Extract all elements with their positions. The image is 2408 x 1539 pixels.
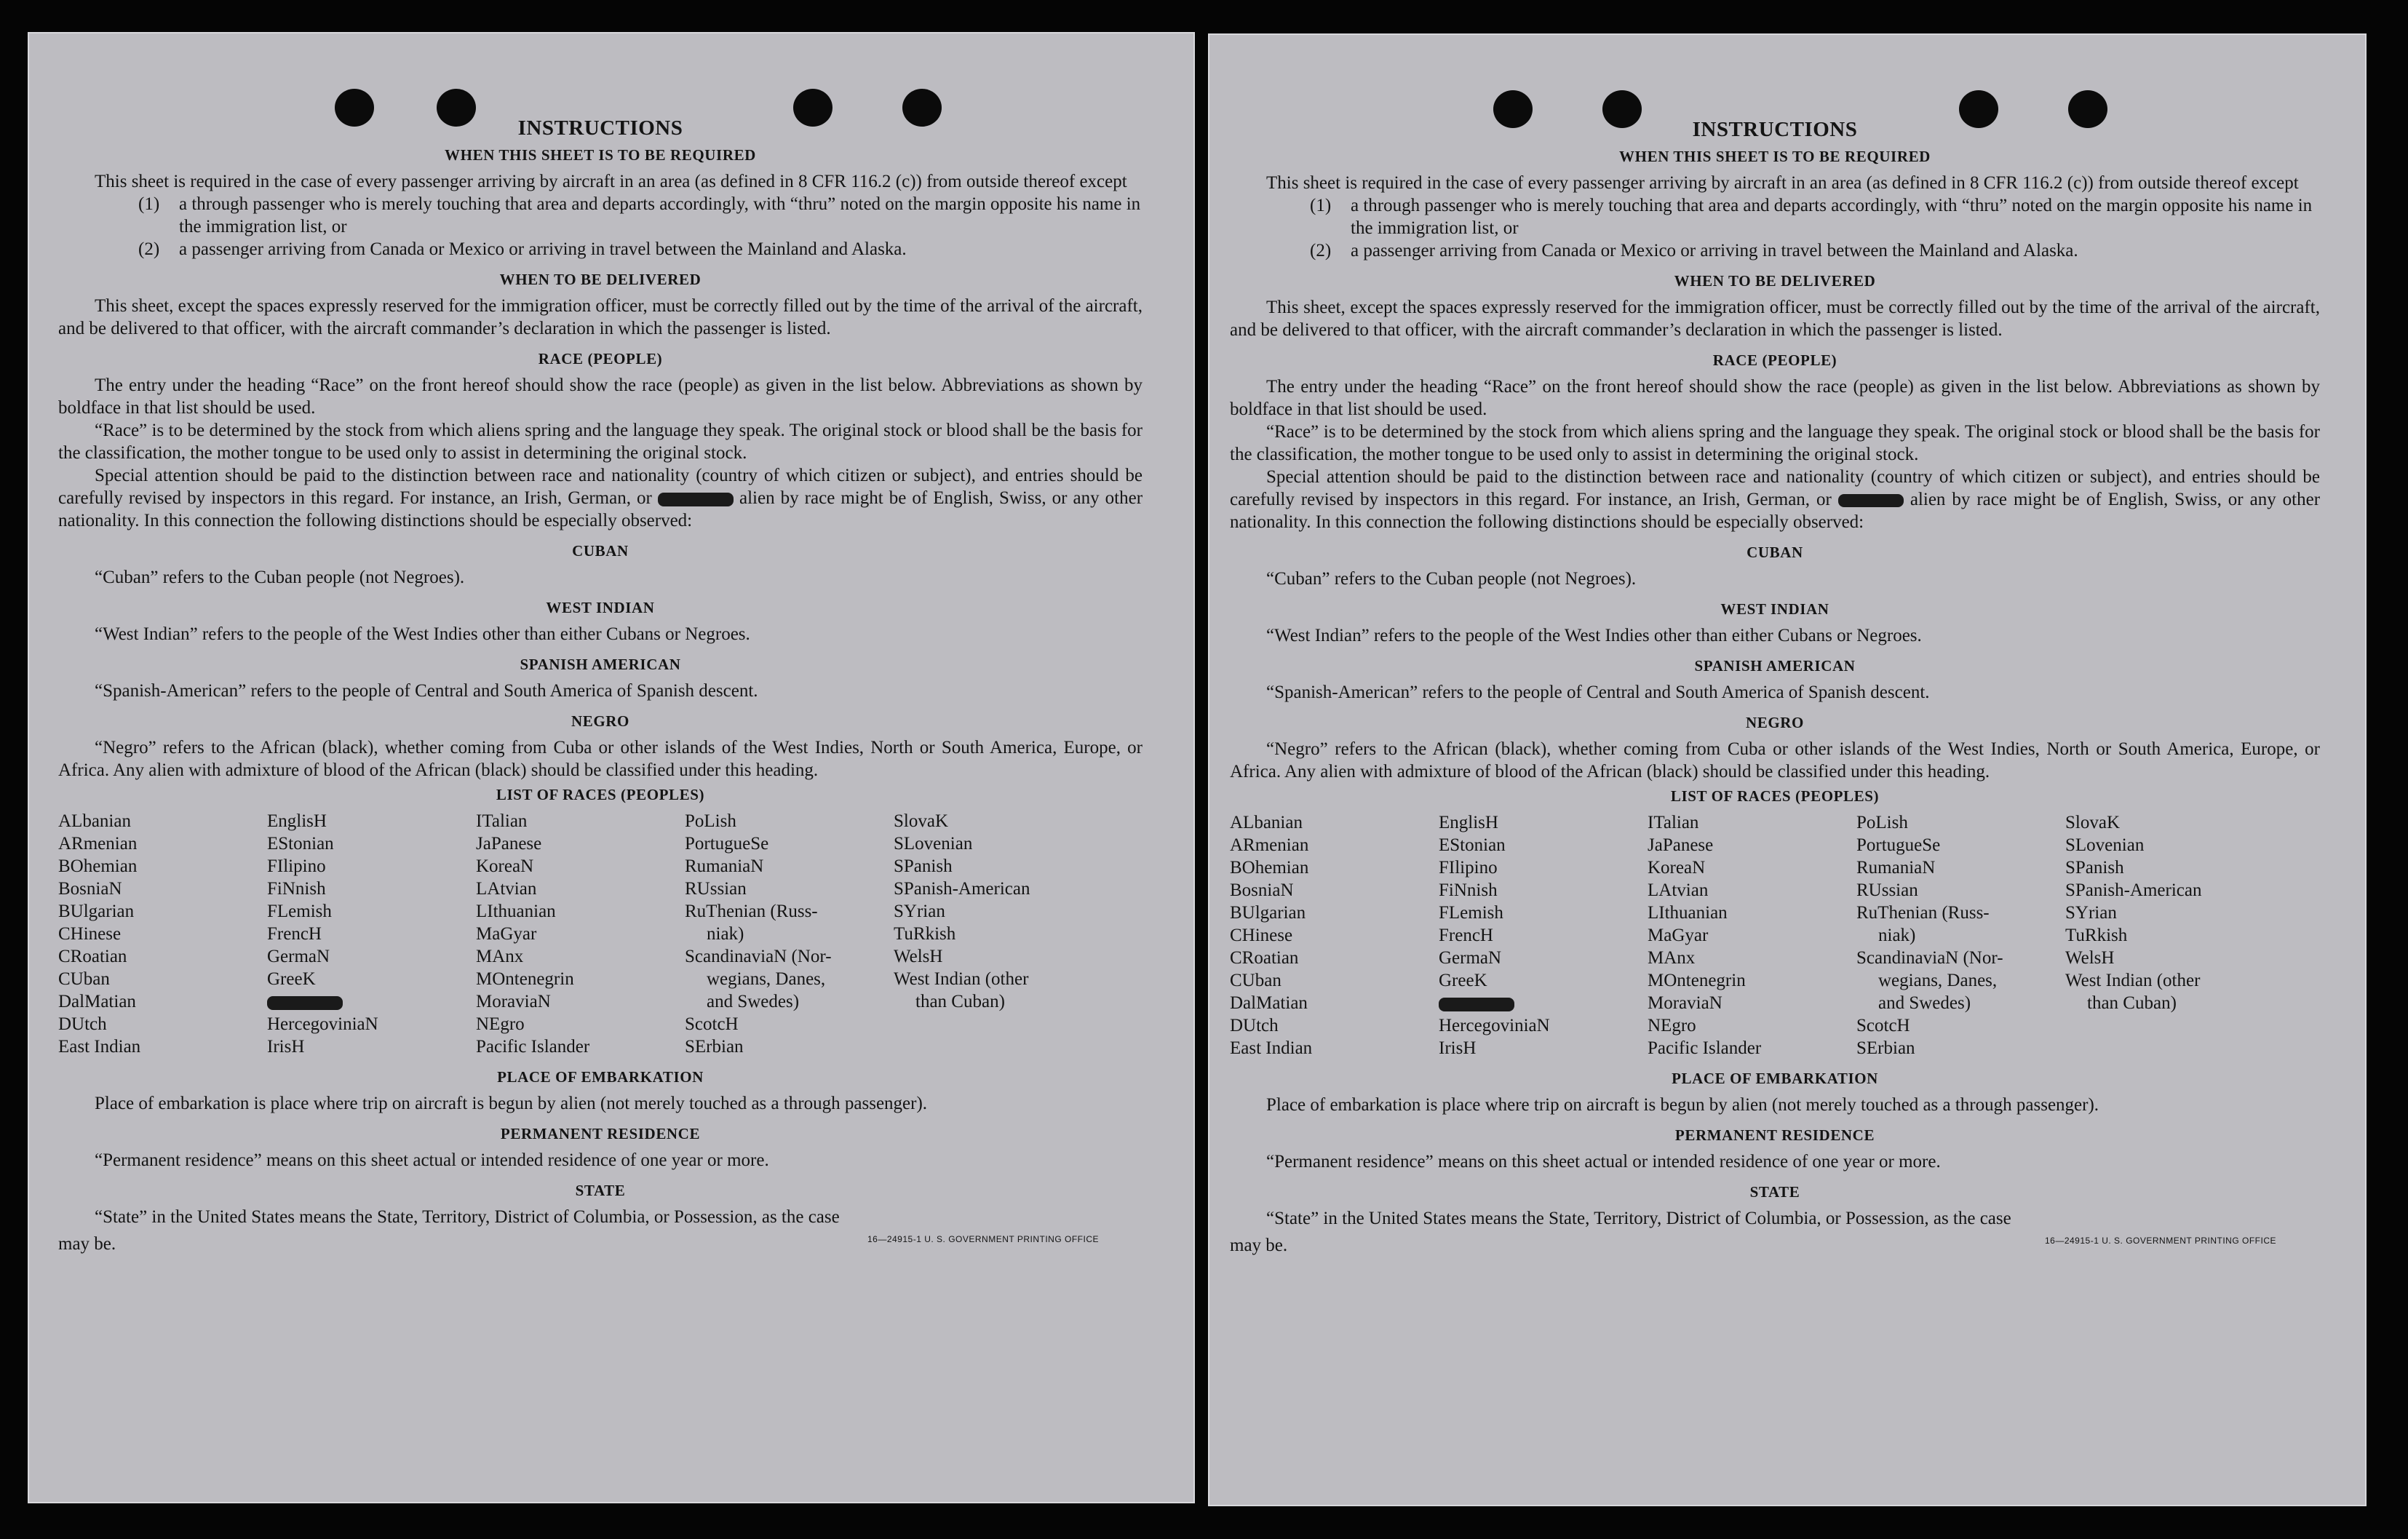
instruction-sheet-right <box>1208 33 2367 1506</box>
race-entry: and Swedes) <box>1878 993 1971 1013</box>
race-entry: CHinese <box>1230 926 1293 945</box>
race-entry: TuRkish <box>2065 926 2128 945</box>
race-entry: MAnx <box>1648 948 1696 968</box>
race-entry: BOhemian <box>1230 858 1309 878</box>
race-entry: ScotcH <box>1856 1016 1910 1035</box>
exception-number: (2) <box>1310 241 1332 261</box>
heading-embarkation: PLACE OF EMBARKATION <box>1672 1070 1878 1087</box>
race-entry: NEgro <box>476 1014 525 1034</box>
race-entry: SlovaK <box>2065 813 2120 832</box>
delivered-text: This sheet, except the spaces expressly reserved for the immigration officer, must be correctly filled out by the time of the arrival of the aircraft, and be delivered to that officer, with the aircraft commander’s declaration in which the passenger is listed. <box>1230 298 2320 340</box>
heading-embarkation: PLACE OF EMBARKATION <box>497 1068 704 1086</box>
race-entry: FLemish <box>267 902 332 921</box>
heading-when-required: WHEN THIS SHEET IS TO BE REQUIRED <box>445 146 756 164</box>
heading-west-indian: WEST INDIAN <box>1720 600 1829 618</box>
race-entry: FrencH <box>267 924 322 944</box>
race-entry: BosniaN <box>58 879 122 899</box>
race-entry: SPanish-American <box>2065 880 2202 900</box>
heading-permanent-residence: PERMANENT RESIDENCE <box>500 1125 701 1142</box>
required-text: This sheet is required in the case of every passenger arriving by aircraft in an area (as defined in 8 CFR 116.2 (c)) from outside thereof except <box>95 172 1127 191</box>
race-entry: West Indian (other <box>894 969 1029 989</box>
printing-office-footnote: 16—24915-1 U. S. GOVERNMENT PRINTING OFFICE <box>867 1234 1099 1244</box>
race-entry: LIthuanian <box>476 902 556 921</box>
race-entry: CRoatian <box>58 947 127 966</box>
negro-text: “Negro” refers to the African (black), whether coming from Cuba or other islands of the West Indies, North or South America, Europe, or Africa. Any alien with admixture of blood of the African (black) should be classified under this heading. <box>1230 739 2320 782</box>
redaction-mark <box>658 493 734 506</box>
race-entry: EnglisH <box>1439 813 1498 832</box>
sheet-content <box>1230 86 2320 1257</box>
race-entry: EnglisH <box>267 811 327 831</box>
race-entry: MoraviaN <box>476 992 551 1011</box>
races-column-3 <box>1648 811 1856 1059</box>
race-entry: SlovaK <box>894 811 948 831</box>
race-entry: Pacific Islander <box>1648 1038 1762 1058</box>
race-entry: MAnx <box>476 947 524 966</box>
race-entry: MoraviaN <box>1648 993 1722 1013</box>
race-entry: PoLish <box>685 811 736 831</box>
race-entry: FIlipino <box>1439 858 1498 878</box>
race-entry: HercegoviniaN <box>1439 1016 1550 1035</box>
race-entry: East Indian <box>1230 1038 1313 1058</box>
heading-race: RACE (PEOPLE) <box>538 350 663 367</box>
race-entry: wegians, Danes, <box>1878 971 1998 990</box>
spanish-american-text: “Spanish-American” refers to the people of Central and South America of Spanish descent. <box>95 681 758 701</box>
race-entry: BosniaN <box>1230 880 1294 900</box>
race-entry: MaGyar <box>1648 926 1709 945</box>
race-entry: HercegoviniaN <box>267 1014 378 1034</box>
race-entry: MOntenegrin <box>476 969 574 989</box>
race-entry: BUlgarian <box>1230 903 1306 923</box>
race-entry: wegians, Danes, <box>707 969 826 989</box>
heading-spanish-american: SPANISH AMERICAN <box>1694 657 1856 675</box>
exception-text: a passenger arriving from Canada or Mexico or arriving in travel between the Mainland and Alaska. <box>179 239 907 259</box>
race-entry: ScandinaviaN (Nor- <box>1856 948 2003 968</box>
race-entry: CHinese <box>58 924 122 944</box>
sheet-title: INSTRUCTIONS <box>1692 118 1858 141</box>
races-column-4 <box>1856 811 2065 1059</box>
heading-when-delivered: WHEN TO BE DELIVERED <box>499 271 702 288</box>
race-entry: GermaN <box>267 947 330 966</box>
races-column-5 <box>2065 811 2276 1059</box>
race-paragraph-3 <box>58 464 1143 532</box>
exception-item-1 <box>1310 194 2320 239</box>
race-entry: FrencH <box>1439 926 1493 945</box>
sheet-title: INSTRUCTIONS <box>517 116 683 140</box>
heading-list-of-races: LIST OF RACES (PEOPLES) <box>1670 787 1880 805</box>
race-entry: niak) <box>707 924 744 944</box>
race-entry: IrisH <box>267 1037 305 1057</box>
race-entry: MOntenegrin <box>1648 971 1746 990</box>
race-entry: GreeK <box>1439 971 1487 990</box>
race-entry: DUtch <box>1230 1016 1279 1035</box>
heading-state: STATE <box>1749 1183 1800 1201</box>
race-entry: MaGyar <box>476 924 537 944</box>
redaction-mark <box>267 996 343 1010</box>
heading-list-of-races: LIST OF RACES (PEOPLES) <box>496 786 705 803</box>
race-paragraph-3a: Special attention should be paid to the distinction between race and nationality (country of which citizen or subject), and entries should be carefully revised by inspectors in this regard. For instance, an Irish, German, or <box>58 466 1143 508</box>
races-column-1 <box>58 810 267 1058</box>
race-entry: PortugueSe <box>685 834 769 854</box>
spanish-american-text: “Spanish-American” refers to the people of Central and South America of Spanish descent. <box>1266 683 1930 702</box>
residence-text: “Permanent residence” means on this sheet actual or intended residence of one year or more. <box>95 1150 769 1170</box>
heading-negro: NEGRO <box>1745 714 1804 731</box>
race-entry: West Indian (other <box>2065 971 2201 990</box>
races-list <box>1230 811 2320 1059</box>
exception-text: a passenger arriving from Canada or Mexico or arriving in travel between the Mainland and Alaska. <box>1351 241 2078 261</box>
race-entry: GermaN <box>1439 948 1502 968</box>
races-column-3 <box>476 810 685 1058</box>
race-entry: GreeK <box>267 969 316 989</box>
required-text: This sheet is required in the case of every passenger arriving by aircraft in an area (as defined in 8 CFR 116.2 (c)) from outside thereof except <box>1266 173 2299 193</box>
race-entry: CUban <box>1230 971 1282 990</box>
heading-state: STATE <box>575 1182 626 1199</box>
exception-item-1 <box>138 193 1143 238</box>
heading-race: RACE (PEOPLE) <box>1712 351 1837 369</box>
race-entry: ITalian <box>476 811 528 831</box>
race-entry: JaPanese <box>476 834 542 854</box>
race-entry: JaPanese <box>1648 835 1714 855</box>
race-entry: TuRkish <box>894 924 956 944</box>
race-entry <box>1439 992 1648 1014</box>
heading-west-indian: WEST INDIAN <box>546 599 655 616</box>
heading-cuban: CUBAN <box>572 542 629 560</box>
race-entry: SYrian <box>2065 903 2117 923</box>
race-entry: Pacific Islander <box>476 1037 590 1057</box>
exception-item-2 <box>138 238 1143 261</box>
race-entry: LAtvian <box>1648 880 1709 900</box>
race-entry: ScandinaviaN (Nor- <box>685 947 832 966</box>
race-entry: than Cuban) <box>915 992 1005 1011</box>
race-entry: BOhemian <box>58 856 138 876</box>
race-entry: than Cuban) <box>2087 993 2177 1013</box>
race-paragraph-2: “Race” is to be determined by the stock from which aliens spring and the language they speak. The original stock or blood shall be the basis for the classification, the mother tongue to be used only to assist in determining the original stock. <box>1230 422 2320 464</box>
exception-text: a through passenger who is merely touching that area and departs accordingly, with “thru” noted on the margin opposite his name in the immigration list, or <box>179 194 1141 236</box>
heading-when-delivered: WHEN TO BE DELIVERED <box>1674 272 1876 290</box>
heading-spanish-american: SPANISH AMERICAN <box>520 656 681 673</box>
race-paragraph-2: “Race” is to be determined by the stock from which aliens spring and the language they speak. The original stock or blood shall be the basis for the classification, the mother tongue to be used only to assist in determining the original stock. <box>58 421 1143 463</box>
delivered-text: This sheet, except the spaces expressly reserved for the immigration officer, must be correctly filled out by the time of the arrival of the aircraft, and be delivered to that officer, with the aircraft commander’s declaration in which the passenger is listed. <box>58 296 1143 338</box>
race-entry: DalMatian <box>58 992 136 1011</box>
race-entry: niak) <box>1878 926 1916 945</box>
negro-text: “Negro” refers to the African (black), whether coming from Cuba or other islands of the West Indies, North or South America, Europe, or Africa. Any alien with admixture of blood of the African (black) should be classified under this heading. <box>58 738 1143 780</box>
state-text-end: may be. <box>1230 1236 1288 1255</box>
race-entry: ScotcH <box>685 1014 739 1034</box>
state-text-end: may be. <box>58 1234 116 1254</box>
race-entry: LAtvian <box>476 879 537 899</box>
printing-office-footnote: 16—24915-1 U. S. GOVERNMENT PRINTING OFFICE <box>2044 1236 2276 1246</box>
race-entry: NEgro <box>1648 1016 1696 1035</box>
race-entry: BUlgarian <box>58 902 135 921</box>
exception-item-2 <box>1310 239 2320 262</box>
redaction-mark <box>1439 998 1514 1011</box>
exception-number: (1) <box>138 194 160 214</box>
west-indian-text: “West Indian” refers to the people of the West Indies other than either Cubans or Negroes. <box>1266 626 1922 645</box>
heading-negro: NEGRO <box>571 712 629 730</box>
heading-when-required: WHEN THIS SHEET IS TO BE REQUIRED <box>1619 148 1931 165</box>
race-entry: DUtch <box>58 1014 107 1034</box>
race-paragraph-3 <box>1230 466 2320 533</box>
races-column-4 <box>685 810 894 1058</box>
race-entry: FiNnish <box>267 879 326 899</box>
instruction-sheet-left <box>28 32 1195 1503</box>
race-entry: CRoatian <box>1230 948 1299 968</box>
race-entry: DalMatian <box>1230 993 1308 1013</box>
state-text: “State” in the United States means the State, Territory, District of Columbia, or Possession, as the case <box>95 1207 840 1227</box>
race-entry: ITalian <box>1648 813 1699 832</box>
race-entry: SErbian <box>685 1037 744 1057</box>
race-entry: RumaniaN <box>1856 858 1936 878</box>
cuban-text: “Cuban” refers to the Cuban people (not Negroes). <box>95 568 465 587</box>
exception-text: a through passenger who is merely touching that area and departs accordingly, with “thru” noted on the margin opposite his name in the immigration list, or <box>1351 196 2313 238</box>
race-entry: RuThenian (Russ- <box>1856 903 1990 923</box>
race-entry: PoLish <box>1856 813 1908 832</box>
race-entry: IrisH <box>1439 1038 1477 1058</box>
redaction-mark <box>1838 494 1904 507</box>
race-entry: SLovenian <box>2065 835 2145 855</box>
race-entry: FiNnish <box>1439 880 1498 900</box>
races-column-2 <box>1439 811 1648 1059</box>
heading-cuban: CUBAN <box>1747 544 1803 561</box>
exception-number: (1) <box>1310 196 1332 215</box>
race-entry: ALbanian <box>1230 813 1303 832</box>
race-entry: SPanish-American <box>894 879 1030 899</box>
sheet-footer <box>58 1228 1143 1255</box>
race-entry: SErbian <box>1856 1038 1915 1058</box>
race-entry: FLemish <box>1439 903 1503 923</box>
race-entry: CUban <box>58 969 110 989</box>
races-column-5 <box>894 810 1105 1058</box>
sheet-content <box>58 84 1143 1255</box>
west-indian-text: “West Indian” refers to the people of the West Indies other than either Cubans or Negroes. <box>95 624 750 644</box>
race-entry: SPanish <box>894 856 953 876</box>
race-entry: RUssian <box>685 879 747 899</box>
race-entry: RumaniaN <box>685 856 764 876</box>
race-entry: ARmenian <box>58 834 138 854</box>
race-entry: and Swedes) <box>707 992 800 1011</box>
exception-number: (2) <box>138 239 160 259</box>
sheet-footer <box>1230 1230 2320 1257</box>
race-paragraph-1: The entry under the heading “Race” on the front hereof should show the race (people) as given in the list below. Abbreviations as shown by boldface in that list should be used. <box>1230 377 2320 419</box>
races-list <box>58 810 1143 1058</box>
race-entry: EStonian <box>267 834 334 854</box>
cuban-text: “Cuban” refers to the Cuban people (not Negroes). <box>1266 569 1637 589</box>
race-entry: EStonian <box>1439 835 1506 855</box>
race-entry: PortugueSe <box>1856 835 1941 855</box>
race-entry: KoreaN <box>1648 858 1706 878</box>
race-entry: WelsH <box>2065 948 2115 968</box>
race-entry: FIlipino <box>267 856 326 876</box>
state-text: “State” in the United States means the State, Territory, District of Columbia, or Possession, as the case <box>1266 1209 2011 1228</box>
race-entry: WelsH <box>894 947 943 966</box>
race-paragraph-1: The entry under the heading “Race” on the front hereof should show the race (people) as given in the list below. Abbreviations as shown by boldface in that list should be used. <box>58 375 1143 418</box>
race-entry <box>267 990 476 1013</box>
race-entry: ARmenian <box>1230 835 1309 855</box>
race-entry: SYrian <box>894 902 945 921</box>
embarkation-text: Place of embarkation is place where trip on aircraft is begun by alien (not merely touched as a through passenger). <box>95 1094 928 1113</box>
races-column-2 <box>267 810 476 1058</box>
race-entry: East Indian <box>58 1037 141 1057</box>
race-paragraph-3b: alien by race might be of English, Swiss, or any other nationality. In this connection the following distinctions should be especially observed: <box>1230 490 2321 532</box>
race-entry: KoreaN <box>476 856 534 876</box>
race-entry: SPanish <box>2065 858 2124 878</box>
races-column-1 <box>1230 811 1439 1059</box>
race-paragraph-3b: alien by race might be of English, Swiss, or any other nationality. In this connection the following distinctions should be especially observed: <box>58 488 1143 530</box>
race-entry: RuThenian (Russ- <box>685 902 818 921</box>
residence-text: “Permanent residence” means on this sheet actual or intended residence of one year or more. <box>1266 1152 1941 1172</box>
race-paragraph-3a: Special attention should be paid to the distinction between race and nationality (country of which citizen or subject), and entries should be carefully revised by inspectors in this regard. For instance, an Irish, German, or <box>1230 467 2320 509</box>
race-entry: LIthuanian <box>1648 903 1728 923</box>
embarkation-text: Place of embarkation is place where trip on aircraft is begun by alien (not merely touched as a through passenger). <box>1266 1095 2099 1115</box>
heading-permanent-residence: PERMANENT RESIDENCE <box>1674 1126 1875 1144</box>
race-entry: SLovenian <box>894 834 973 854</box>
race-entry: ALbanian <box>58 811 131 831</box>
race-entry: RUssian <box>1856 880 1918 900</box>
